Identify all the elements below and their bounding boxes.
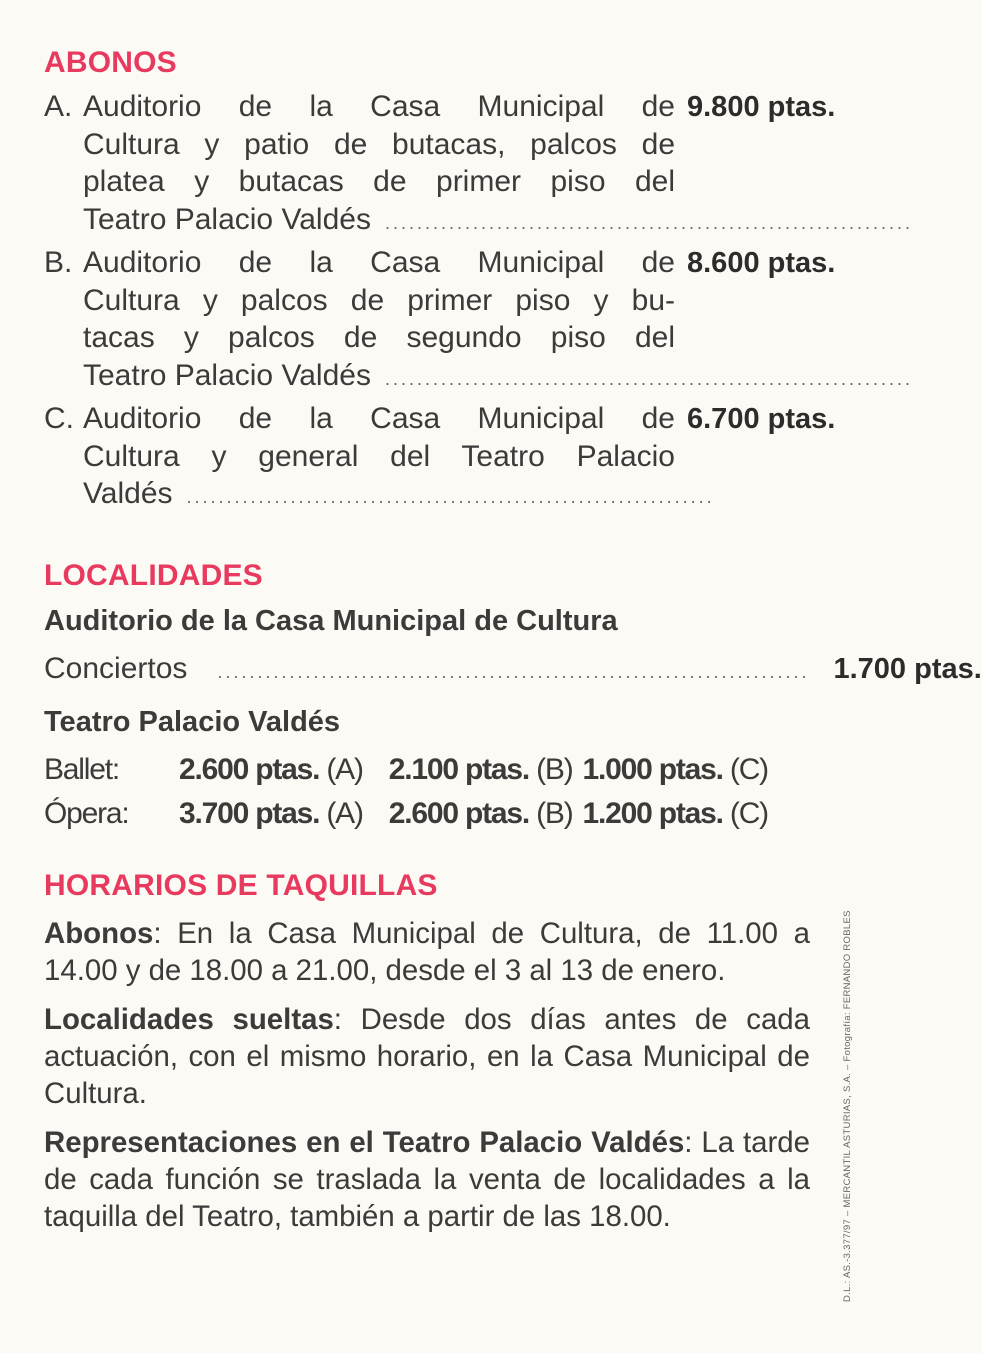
dot-leader: .................................................................. bbox=[186, 487, 715, 507]
abono-line: Cultura y patio de butacas, palcos de bbox=[83, 127, 675, 161]
horario-localidades-sueltas bbox=[44, 1001, 810, 1112]
para-text: : La tarde de cada función se traslada la venta de localidades a la taquilla del Teatro, también a partir de las 18.00. bbox=[44, 1125, 810, 1233]
tag-a: (A) bbox=[326, 796, 363, 830]
teatro-heading: Teatro Palacio Valdés bbox=[44, 705, 341, 738]
conciertos-row bbox=[44, 651, 982, 686]
abono-line: Auditorio de la Casa Municipal de bbox=[83, 402, 675, 435]
opera-row bbox=[44, 797, 810, 831]
auditorio-heading: Auditorio de la Casa Municipal de Cultura bbox=[44, 604, 618, 637]
tag-b: (B) bbox=[536, 752, 573, 786]
abono-line: Cultura y palcos de primer piso y bu- bbox=[83, 283, 675, 317]
tag-c: (C) bbox=[729, 752, 768, 786]
abono-line: Teatro Palacio Valdés bbox=[83, 358, 371, 392]
legal-credit: D.L.: AS.-3.377/97 – MERCANTIL ASTURIAS, S.A. – Fotografía: FERNANDO ROBLES bbox=[842, 910, 853, 1302]
price-b: 2.600 ptas. bbox=[388, 796, 529, 830]
dot-leader: .................................................................. bbox=[384, 368, 914, 389]
abono-item-b bbox=[44, 244, 914, 398]
para-lead: Localidades sueltas bbox=[44, 1002, 334, 1036]
tag-c: (C) bbox=[729, 796, 768, 830]
abono-price: 9.800 ptas. bbox=[687, 91, 836, 123]
para-text: : Desde dos días antes de cada actuación, con el mismo horario, en la Casa Municipal de Cultura. bbox=[44, 1002, 810, 1110]
horarios-title: HORARIOS DE TAQUILLAS bbox=[44, 868, 438, 902]
price-b: 2.100 ptas. bbox=[388, 752, 529, 786]
abono-price: 8.600 ptas. bbox=[687, 247, 836, 279]
abono-letter: A. bbox=[44, 90, 73, 123]
horario-abonos bbox=[44, 915, 810, 989]
abono-line: Auditorio de la Casa Municipal de bbox=[83, 246, 675, 279]
abono-line: Cultura y general del Teatro Palacio bbox=[83, 439, 675, 473]
ballet-row bbox=[44, 753, 810, 787]
tag-a: (A) bbox=[326, 752, 363, 786]
price-c: 1.200 ptas. bbox=[582, 796, 723, 830]
opera-label: Ópera: bbox=[44, 796, 129, 830]
ballet-label: Ballet: bbox=[44, 752, 119, 786]
abono-letter: B. bbox=[44, 246, 73, 279]
abono-item-a bbox=[44, 88, 914, 242]
abono-line: tacas y palcos de segundo piso del bbox=[83, 321, 675, 354]
dot-leader: .......................................................................... bbox=[217, 661, 810, 682]
conciertos-label: Conciertos bbox=[44, 651, 188, 685]
price-a: 2.600 ptas. bbox=[179, 752, 320, 786]
horario-representaciones bbox=[44, 1124, 810, 1235]
conciertos-price: 1.700 ptas. bbox=[833, 652, 982, 685]
price-a: 3.700 ptas. bbox=[179, 796, 320, 830]
dot-leader: .................................................................. bbox=[384, 212, 914, 233]
abono-item-c bbox=[44, 400, 836, 517]
para-text: : En la Casa Municipal de Cultura, de 11.00 a 14.00 y de 18.00 a 21.00, desde el 3 al 13 de enero. bbox=[44, 916, 810, 987]
tag-b: (B) bbox=[536, 796, 573, 830]
abonos-title: ABONOS bbox=[44, 46, 177, 79]
para-lead: Representaciones en el Teatro Palacio Valdés bbox=[44, 1125, 685, 1159]
abono-price: 6.700 ptas. bbox=[687, 403, 836, 435]
abono-line: Valdés bbox=[83, 477, 173, 510]
abono-letter: C. bbox=[44, 402, 74, 435]
abono-line: platea y butacas de primer piso del bbox=[83, 165, 675, 198]
para-lead: Abonos bbox=[44, 916, 154, 950]
abono-line: Teatro Palacio Valdés bbox=[83, 202, 371, 236]
localidades-title: LOCALIDADES bbox=[44, 558, 263, 592]
abono-line: Auditorio de la Casa Municipal de bbox=[83, 90, 675, 123]
price-c: 1.000 ptas. bbox=[582, 752, 723, 786]
